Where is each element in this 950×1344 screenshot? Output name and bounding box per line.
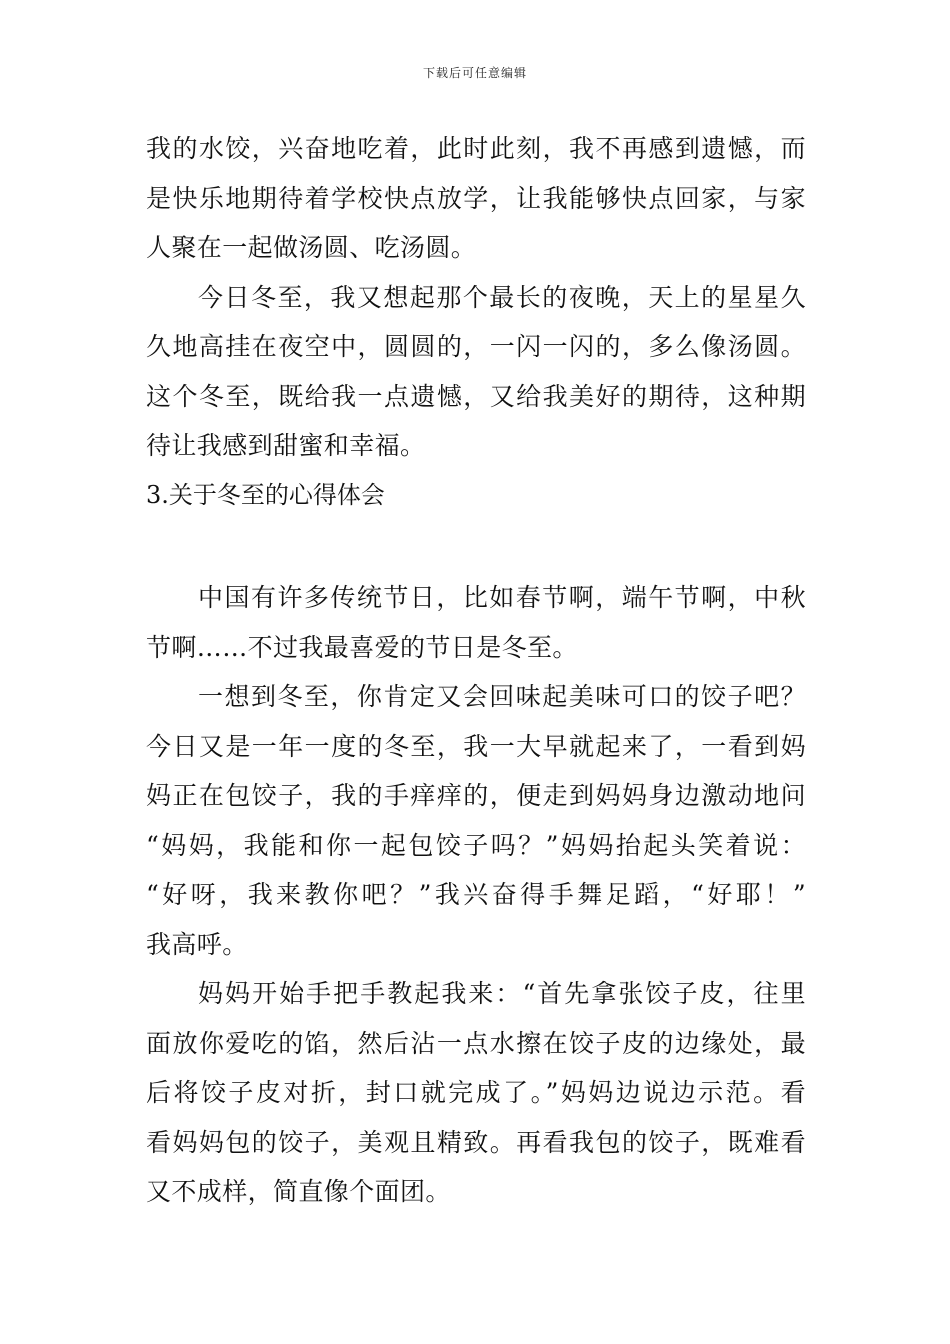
text-line: “妈妈，我能和你一起包饺子吗？”妈妈抬起头笑着说： bbox=[146, 830, 806, 860]
paragraph bbox=[146, 273, 806, 471]
blank-line bbox=[146, 520, 806, 573]
text-line: 妈正在包饺子，我的手痒痒的，便走到妈妈身边激动地问 bbox=[146, 781, 806, 810]
text-line: 待让我感到甜蜜和幸福。 bbox=[146, 431, 426, 460]
text-line: “好呀，我来教你吧？”我兴奋得手舞足蹈，“好耶！” bbox=[146, 880, 806, 909]
paragraph bbox=[146, 124, 806, 273]
text-line: 今日冬至，我又想起那个最长的夜晚，天上的星星久 bbox=[198, 282, 806, 312]
text-line: 人聚在一起做汤圆、吃汤圆。 bbox=[146, 233, 477, 262]
text-line: 后将饺子皮对折，封口就完成了。”妈妈边说边示范。看 bbox=[146, 1078, 806, 1107]
page-header: 下载后可任意编辑 bbox=[422, 66, 527, 80]
text-line: 面放你爱吃的馅，然后沾一点水擦在饺子皮的边缘处，最 bbox=[146, 1028, 806, 1058]
text-line: 妈妈开始手把手教起我来：“首先拿张饺子皮，往里 bbox=[198, 979, 806, 1008]
text-line: 这个冬至，既给我一点遗憾，又给我美好的期待，这种期 bbox=[146, 381, 806, 411]
document-body bbox=[146, 124, 806, 1217]
text-line: 中国有许多传统节日，比如春节啊，端午节啊，中秋 bbox=[198, 583, 806, 612]
paragraph bbox=[146, 969, 806, 1217]
text-line: 今日又是一年一度的冬至，我一大早就起来了，一看到妈 bbox=[146, 731, 806, 761]
text-line: 我高呼。 bbox=[146, 929, 248, 959]
paragraph bbox=[146, 573, 806, 672]
text-line: 我的水饺，兴奋地吃着，此时此刻，我不再感到遗憾，而 bbox=[146, 134, 806, 163]
text-line: 节啊……不过我最喜爱的节日是冬至。 bbox=[146, 632, 578, 662]
text-line: 一想到冬至，你肯定又会回味起美味可口的饺子吧？ bbox=[198, 682, 806, 711]
text-line: 又不成样，简直像个面团。 bbox=[146, 1177, 451, 1206]
text-line: 看妈妈包的饺子，美观且精致。再看我包的饺子，既难看 bbox=[146, 1127, 806, 1157]
text-line: 久地高挂在夜空中，圆圆的，一闪一闪的，多么像汤圆。 bbox=[146, 332, 806, 361]
section-heading: 3.关于冬至的心得体会 bbox=[146, 480, 385, 509]
paragraph bbox=[146, 672, 806, 969]
text-line: 是快乐地期待着学校快点放学，让我能够快点回家，与家 bbox=[146, 183, 806, 213]
